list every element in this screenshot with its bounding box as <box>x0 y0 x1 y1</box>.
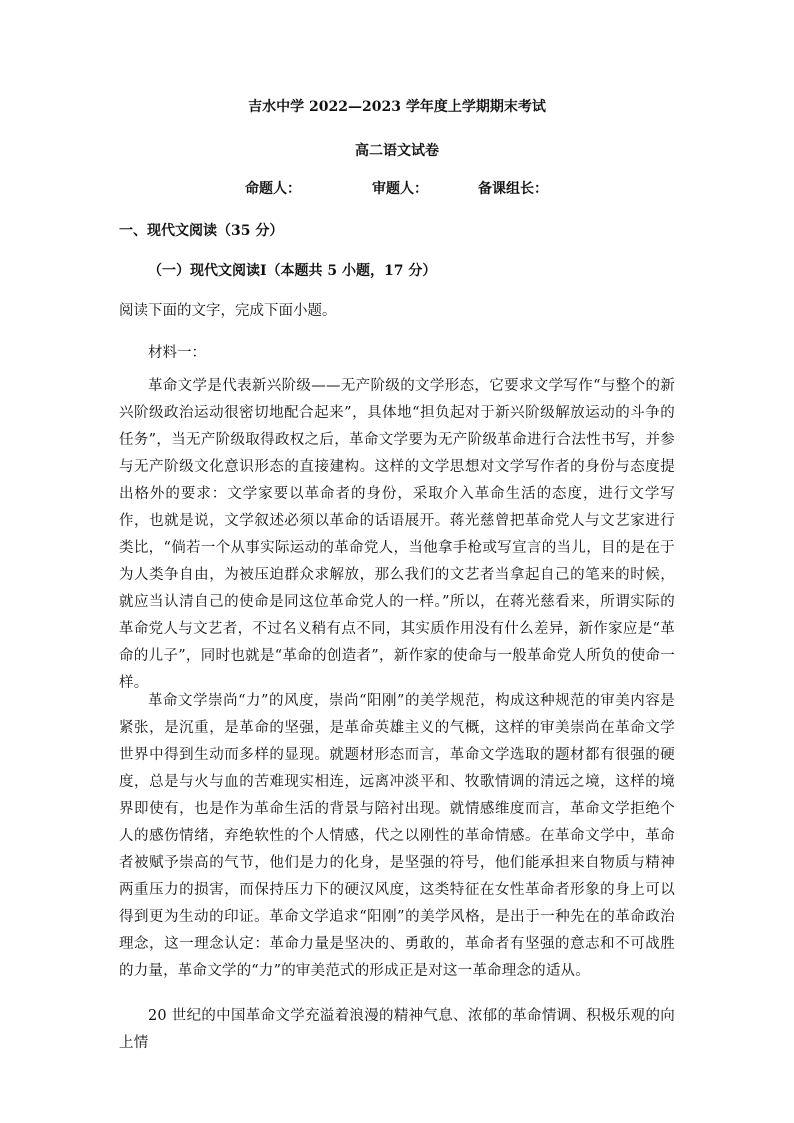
paragraph-2: 革命文学崇尚“力”的风度，崇尚“阳刚”的美学规范，构成这种规范的审美内容是紧张，是沉重，是革命的坚强，是革命英雄主义的气概，这样的审美崇尚在革命文学世界中得到生动而多样的显现。就题材形态而言，革命文学选取的题材都有很强的硬度，总是与火与血的苦难现实相连，远离冲淡平和、牧歌情调的清远之境，这样的境界即使有，也是作为革命生活的背景与陪衬出现。就情感维度而言，革命文学拒绝个人的感伤情绪，弃绝软性的个人情感，代之以刚性的革命情感。在革命文学中，革命者被赋予崇高的气节，他们是力的化身，是坚强的符号，他们能承担来自物质与精神两重压力的损害，而保持压力下的硬汉风度，这类特征在女性革命者形象的身上可以得到更为生动的印证。革命文学追求“阳刚”的美学风格，是出于一种先在的革命政治理念，这一理念认定：革命力量是坚决的、勇敢的，革命者有坚强的意志和不可战胜的力量，革命文学的“力”的审美范式的形成正是对这一革命理念的适从。 <box>119 693 675 979</box>
material-label: 材料一： <box>148 345 206 361</box>
section-subheading: （一）现代文阅读Ⅰ（本题共 5 小题，17 分） <box>148 263 437 279</box>
exam-title: 吉水中学 2022—2023 学年度上学期期末考试 <box>248 99 546 115</box>
role-reviewer: 审题人： <box>372 181 428 197</box>
instruction-text: 阅读下面的文字，完成下面小题。 <box>119 303 337 319</box>
role-group-leader: 备课组长： <box>478 181 548 197</box>
role-setter: 命题人： <box>245 181 301 197</box>
paragraph-1: 革命文学是代表新兴阶级——无产阶级的文学形态，它要求文学写作“与整个的新兴阶级政治运动很密切地配合起来”，具体地“担负起对于新兴阶级解放运动的斗争的任务”，当无产阶级取得政权之后，革命文学要为无产阶级革命进行合法性书写，并参与无产阶级文化意识形态的直接建构。这样的文学思想对文学写作者的身份与态度提出格外的要求：文学家要以革命者的身份，采取介入革命生活的态度，进行文学写作，也就是说，文学叙述必须以革命的话语展开。蒋光慈曾把革命党人与文艺家进行类比，“倘若一个从事实际运动的革命党人，当他拿手枪或写宣言的当儿，目的是在于为人类争自由，为被压迫群众求解放，那么我们的文艺者当拿起自己的笔来的时候，就应当认清自己的使命是同这位革命党人的一样。”所以，在蒋光慈看来，所谓实际的革命党人与文艺者，不过名义稍有点不同，其实质作用没有什么差异，新作家应是“革命的儿子”，同时也就是“革命的创造者”，新作家的使命与一般革命党人所负的使命一样。 <box>119 378 675 691</box>
exam-subtitle: 高二语文试卷 <box>355 143 439 159</box>
paragraph-3: 20 世纪的中国革命文学充溢着浪漫的精神气息、浓郁的革命情调、积极乐观的向上情 <box>119 1008 675 1051</box>
section-heading: 一、现代文阅读（35 分） <box>119 223 284 239</box>
